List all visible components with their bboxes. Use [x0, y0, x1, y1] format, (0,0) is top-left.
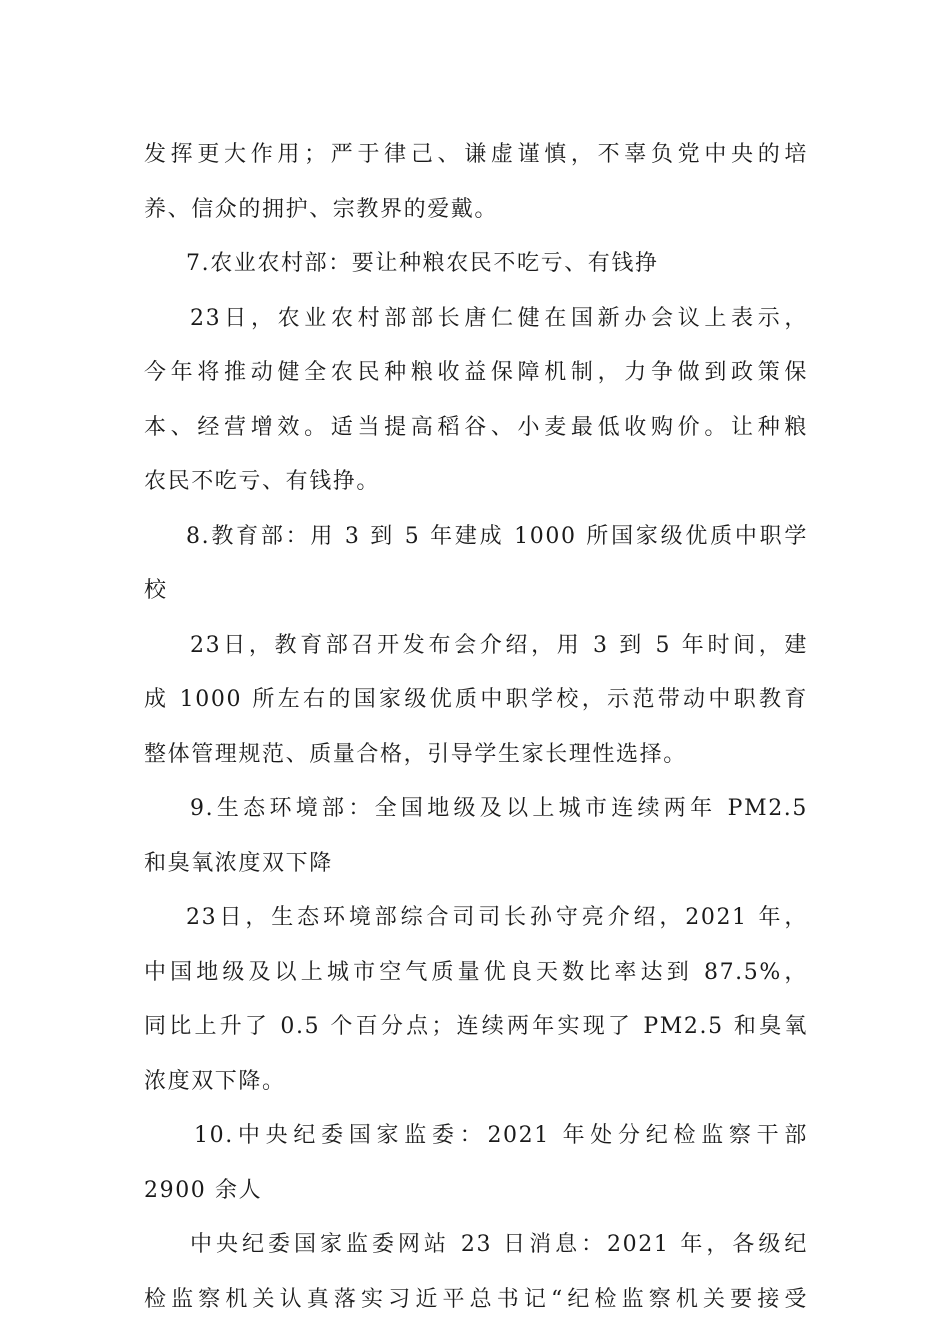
- paragraph-line: 中央纪委国家监委网站 23 日消息：2021 年，各级纪: [190, 1232, 808, 1257]
- paragraph-line: 今年将推动健全农民种粮收益保障机制，力争做到政策保: [144, 360, 808, 385]
- section-heading-9-cont: 和臭氧浓度双下降: [144, 850, 333, 876]
- section-heading-9: 9.生态环境部：全国地级及以上城市连续两年 PM2.5: [190, 796, 808, 821]
- paragraph-line: 整体管理规范、质量合格，引导学生家长理性选择。: [144, 741, 687, 767]
- paragraph-line: 同比上升了 0.5 个百分点；连续两年实现了 PM2.5 和臭氧: [144, 1014, 808, 1039]
- paragraph-line: 23日，农业农村部部长唐仁健在国新办会议上表示，: [190, 305, 808, 331]
- section-heading-8: 8.教育部：用 3 到 5 年建成 1000 所国家级优质中职学: [186, 523, 808, 549]
- section-heading-10: 10.中央纪委国家监委：2021 年处分纪检监察干部: [194, 1123, 808, 1148]
- paragraph-line: 检监察机关认真落实习近平总书记“纪检监察机关要接受: [144, 1286, 808, 1312]
- paragraph-line: 发挥更大作用；严于律己、谦虚谨慎，不辜负党中央的培: [144, 142, 808, 167]
- section-heading-7: 7.农业农村部：要让种粮农民不吃亏、有钱挣: [186, 251, 659, 276]
- paragraph-line: 成 1000 所左右的国家级优质中职学校，示范带动中职教育: [144, 687, 808, 712]
- paragraph-line: 本、经营增效。适当提高稻谷、小麦最低收购价。让种粮: [144, 414, 808, 440]
- paragraph-line: 农民不吃亏、有钱挣。: [144, 469, 381, 494]
- paragraph-line: 浓度双下降。: [144, 1068, 286, 1094]
- section-heading-10-cont: 2900 余人: [144, 1177, 263, 1203]
- document-page: [144, 128, 808, 1327]
- paragraph-line: 23日，生态环境部综合司司长孙守亮介绍，2021 年，: [186, 905, 808, 930]
- paragraph-line: 中国地级及以上城市空气质量优良天数比率达到 87.5%，: [144, 959, 808, 985]
- paragraph-line: 养、信众的拥护、宗教界的爱戴。: [144, 196, 499, 222]
- section-heading-8-cont: 校: [144, 578, 168, 603]
- paragraph-line: 23日，教育部召开发布会介绍，用 3 到 5 年时间，建: [190, 632, 808, 658]
